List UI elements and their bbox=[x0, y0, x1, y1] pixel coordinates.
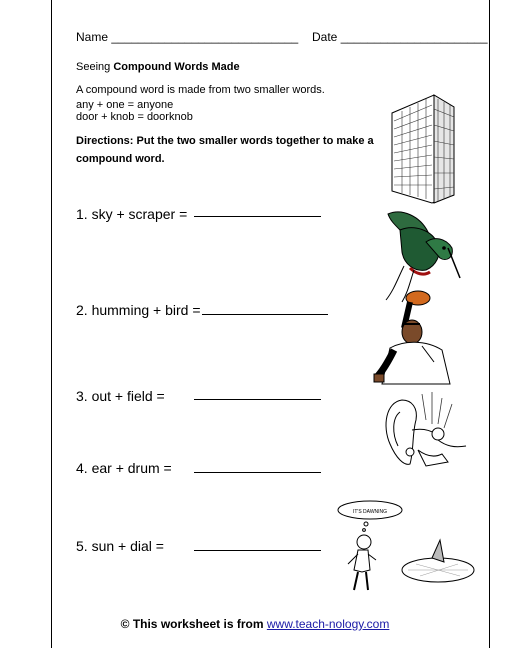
intro-line: A compound word is made from two smaller words. bbox=[76, 84, 325, 96]
footer bbox=[0, 617, 510, 631]
date-label: Date bbox=[312, 30, 338, 44]
problem-3: 3. out + field = bbox=[76, 388, 165, 404]
right-margin-line bbox=[489, 0, 490, 648]
worksheet-title: Seeing Compound Words Made bbox=[76, 61, 240, 73]
answer-blank-3[interactable] bbox=[194, 399, 321, 400]
date-field bbox=[312, 30, 488, 44]
name-label: Name bbox=[76, 30, 109, 44]
directions-line-1: Directions: Put the two smaller words together to make a bbox=[76, 135, 374, 147]
problem-1: 1. sky + scraper = bbox=[76, 206, 188, 222]
footer-copyright: © This worksheet is from bbox=[120, 617, 267, 631]
skyscraper-drawing bbox=[382, 95, 462, 205]
date-blank: ______________________ bbox=[340, 30, 488, 44]
answer-blank-2[interactable] bbox=[202, 314, 328, 315]
answer-blank-1[interactable] bbox=[194, 216, 321, 217]
directions-line-2: compound word. bbox=[76, 153, 165, 165]
problem-4: 4. ear + drum = bbox=[76, 460, 172, 476]
example-anyone: any + one = anyone bbox=[76, 99, 174, 111]
problem-2: 2. humming + bird = bbox=[76, 302, 201, 318]
name-field bbox=[76, 30, 298, 44]
example-doorknob: door + knob = doorknob bbox=[76, 111, 193, 123]
answer-blank-4[interactable] bbox=[194, 472, 321, 473]
problem-5: 5. sun + dial = bbox=[76, 538, 164, 554]
left-margin-line bbox=[51, 0, 52, 648]
answer-blank-5[interactable] bbox=[194, 550, 321, 551]
sundial-drawing bbox=[336, 500, 476, 592]
name-blank: ____________________________ bbox=[111, 30, 299, 44]
eardrum-drawing bbox=[382, 390, 468, 472]
footer-link[interactable]: www.teach-nology.com bbox=[266, 617, 390, 631]
speech-bubble-text: IT'S DAWNING bbox=[352, 509, 388, 515]
outfielder-drawing bbox=[374, 288, 462, 386]
